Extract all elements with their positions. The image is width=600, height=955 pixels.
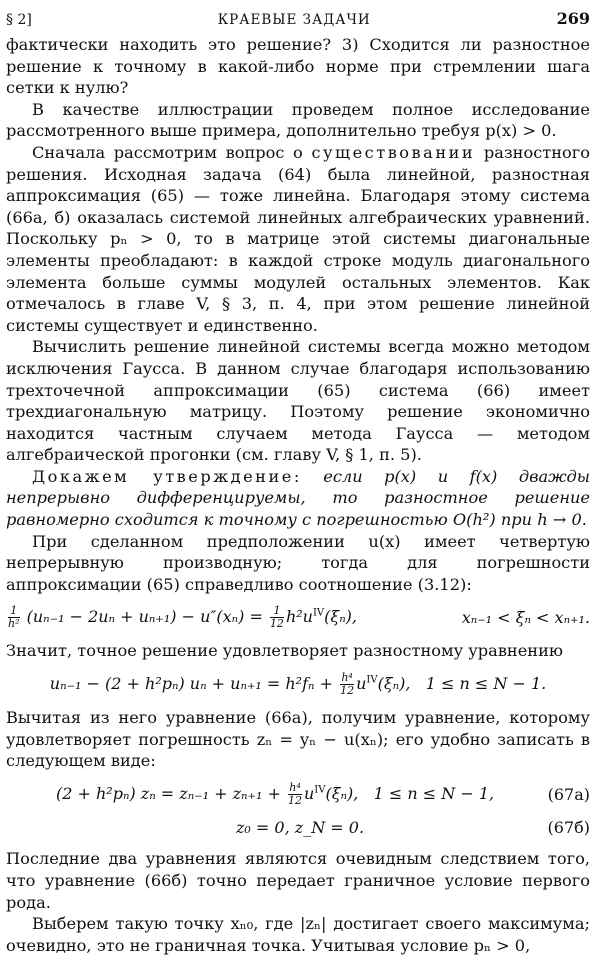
formula-67a: (2 + h²pₙ) zₙ = zₙ₋₁ + zₙ₊₁ + $\frac{\text{h⁴}}{12}$ $u^{IV}(\xi_n)$, 1 ≤ n ≤ N − 1, (67а) [56,780,590,807]
formula-1-condition: xₙ₋₁ < ξₙ < xₙ₊₁. [461,608,590,628]
section-mark: § 2] [6,12,32,28]
chapter-title: КРАЕВЫЕ ЗАДАЧИ [217,12,371,28]
formula-67b: z₀ = 0, z_N = 0. (67б) [236,817,590,837]
p3-spaced: существовании [311,142,476,162]
fraction-1-over-12: $\frac{1}{12}$ [269,604,284,631]
paragraph-10: Выберем такую точку xₙ₀, где |zₙ| достигает своего максимума; очевидно, это не граничная точка. Учитывая условие pₙ > 0, [6,914,590,955]
page-number: 269 [556,9,590,28]
paragraph-2: В качестве иллюстрации проведем полное исследование рассмотренного выше примера, дополнительно требуя p(x) > 0. [6,99,590,141]
formula-2-condition: 1 ≤ n ≤ N − 1. [425,674,547,694]
paragraph-4: Вычислить решение линейной системы всегда можно методом исключения Гаусса. В данном случае благодаря использованию трехточечной аппроксимации (65) система (66) имеет трехдиагональную матрицу. Поэтому решение экономично находится частным случаем метода Гаусса — методом алгебраической прогонки (см. главу V, § 1, п. 5). [6,337,590,465]
paragraph-3 [6,142,590,336]
equation-tag-67b: (67б) [547,817,590,837]
formula-exact-solution: uₙ₋₁ − (2 + h²pₙ) uₙ + uₙ₊₁ = h²fₙ + $\frac{\text{h⁴}}{12}$ $u^{IV}(\xi_n)$, 1 ≤ n ≤ N − 1. [49,671,547,698]
paragraph-1: фактически находить это решение? 3) Сходится ли разностное решение к точному в какой-либо норме при стремлении шага сетки к нулю? [6,35,590,98]
paragraph-5 [6,466,590,531]
paragraph-9: Последние два уравнения являются очевидным следствием того, что уравнение (66б) точно передает граничное условие первого рода. [6,849,590,912]
p3-pre: Сначала рассмотрим вопрос о [32,142,312,162]
fraction-h4-over-12-b: $\frac{\text{h⁴}}{12}$ [287,780,302,807]
p5-theorem: если p(x) и f(x) дважды непрерывно дифференцируемы, то разностное решение равномерно сходится к точному с погрешностью O(h²) при h → 0. [6,466,590,530]
fraction-1-over-h2: $\frac{1}{\text{h²}}$ [8,604,20,631]
paragraph-6: При сделанном предположении u(x) имеет четвертую непрерывную производную; тогда для погрешности аппроксимации (65) справедливо соотношение (3.12): [6,531,590,594]
p5-spaced: Докажем утверждение: [32,466,302,486]
formula-approx-error [6,605,590,630]
paragraph-7: Значит, точное решение удовлетворяет разностному уравнению [6,641,563,661]
paragraph-8: Вычитая из него уравнение (66а), получим уравнение, которому удовлетворяет погрешность zₙ = yₙ − u(xₙ); его удобно записать в следующем виде: [6,708,590,771]
fraction-h4-over-12: $\frac{\text{h⁴}}{12}$ [340,671,355,698]
running-header [6,8,590,34]
equation-tag-67a: (67а) [547,784,590,804]
p3-post: разностного решения. Исходная задача (64) была линейной, разностная аппроксимация (65) — тоже линейна. Благодаря этому система (66а, б) оказалась системой линейных алгебраических уравнений. Поскольку pₙ > 0, то в матрице этой системы диагональные элементы преобладают: в каждой строке модуль диагонального элемента больше суммы модулей остальных элементов. Как отмечалось в главе V, § 3, п. 4, при этом решение линейной системы существует и единственно. [6,142,590,335]
formula-1-lhs: $\frac{1}{\text{h²}}$ (uₙ₋₁ − 2uₙ + uₙ₊₁) − u″(xₙ) = $\frac{1}{12}$ $h^2u^{IV}(\xi_n)$, [8,604,358,631]
